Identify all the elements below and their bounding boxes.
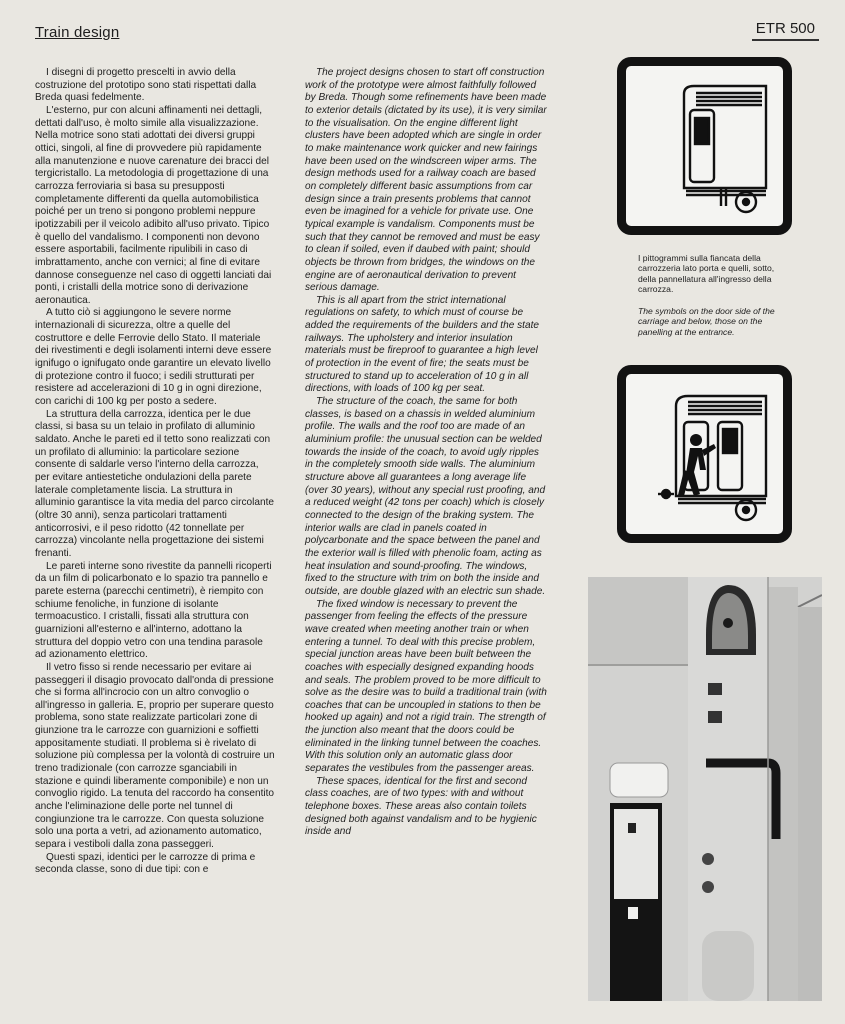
english-column bbox=[305, 67, 547, 839]
paragraph: The fixed window is necessary to prevent the passenger from feeling the effects of the pressure wave created when meeting another train or when entering a tunnel. To deal with this precise problem, special junction areas have been built between the coaches with especially designed expanding hoods and seals. The problem proved to be more difficult to solve as the desire was to build a traditional train (with coaches that can be uncoupled in stations to then be hooked up again) and not a rigid train. The strength of the junction also meant that the doors could be eliminated in the linking tunnel between the coaches. With this solution only an automatic glass door separates the vestibules from the passenger areas. bbox=[305, 598, 547, 775]
italian-column bbox=[35, 67, 275, 877]
train-carriage-door-icon bbox=[617, 57, 792, 235]
paragraph: These spaces, identical for the first and second class coaches, are of two types: with and without telephone boxes. These areas also contain toilets designed both against vandalism and to be hygienic inside and bbox=[305, 775, 537, 838]
passenger-boarding-icon bbox=[617, 365, 792, 543]
paragraph: La struttura della carrozza, identica per le due classi, si basa su un telaio in profilato di alluminio saldato. Anche le pareti ed il tetto sono realizzati con un profilato di alluminio: la particolare sezione consente di saldarle verso l'interno della carrozza, per evitare antiestetiche ondulazioni della parete laterale completamente liscia. La struttura in alluminio garantisce la vita media del parco circolante (oltre 30 anni), senza particolari trattamenti anticorrosivi, e il peso ridotto (42 tonnellate per carrozza) vincolante nella progettazione dei sistemi frenanti. bbox=[35, 408, 275, 559]
paragraph: Il vetro fisso si rende necessario per evitare ai passeggeri il disagio provocato dall'onda di pressione che si forma all'incrocio con un altro convoglio o all'ingresso in galleria. E, proprio per superare questo problema, sono state realizzate particolari zone di giunzione tra le carrozze con guarnizioni e soffietti appositamente studiati. Il problema si è rivelato di soluzione più complessa per la volontà di costruire un treno tradizionale (con carrozze sganciabili in stazione e quindi liberamente componibile) e non un convoglio rigido. La tenuta del raccordo ha consentito anche l'eliminazione delle porte nel tunnel di congiunzione tra le carrozze. Con questa soluzione solo una porta a vetri, ad azionamento automatico, separa i vestiboli dalla zona passeggeri. bbox=[35, 661, 275, 851]
page-code: ETR 500 bbox=[752, 18, 819, 41]
entrance-panel-photo bbox=[588, 577, 822, 1001]
paragraph: A tutto ciò si aggiungono le severe norme internazionali di sicurezza, oltre a quelle del costruttore e delle Ferrovie dello Stato. Il materiale dei rivestimenti e degli isolamenti interni deve essere ignifugo o ignifugato onde garantire un elevato livello di protezione contro il fuoco; i sedili strutturati per resistere ad accelerazioni di 10 g in ogni direzione, con carichi di 100 kg per posto a sedere. bbox=[35, 307, 272, 408]
paragraph: I disegni di progetto prescelti in avvio della costruzione del prototipo sono stati rispettati dalla Breda quasi fedelmente. bbox=[35, 67, 257, 104]
paragraph: Le pareti interne sono rivestite da pannelli ricoperti da un film di policarbonato e lo spazio tra pannello e parete esterna (parecchi centimetri), è riempito con schiume fenoliche, in funzione di isolante termoacustico. I cristalli, fissati alla struttura con guarnizioni all'esterno e all'interno, adottano la struttura del doppio vetro con una tendina parasole ad azionamento elettrico. bbox=[35, 560, 272, 661]
paragraph: Questi spazi, identici per le carrozze di prima e seconda classe, sono di due tipi: con e bbox=[35, 851, 256, 876]
caption-english: The symbols on the door side of the carriage and below, those on the panelling at the entrance. bbox=[638, 306, 775, 337]
caption-italian: I pittogrammi sulla fiancata della carrozzeria lato porta e quelli, sotto, della pannellatura all'ingresso della carrozza. bbox=[638, 253, 775, 295]
paragraph: The project designs chosen to start off construction work of the prototype were almost faithfully followed by Breda. Though some refinements have been made to exterior details (dictated by its use), it is very similar to the visualisation. On the engine different light clusters have been adopted which are single in order to make maintenance work quicker and new fairings have been used on the windscreen wiper arms. The design methods used for a railway coach are based on completely different basic assumptions from car design since a train presents problems that cannot even be imagined for a vehicle for private use. One typical example is vandalism. Components must be such that they cannot be removed and must be easy to clean if soiled, even if daubed with paint; should objects be thrown from bridges, the windows on the engine are of aeronautical derivation to prevent serious damage. bbox=[305, 67, 547, 294]
paragraph: L'esterno, pur con alcuni affinamenti nei dettagli, dettati dall'uso, è molto simile alla visualizzazione. Nella motrice sono stati adottati dei diversi gruppi ottici, singoli, al fine di provvedere più rapidamente alla manutenzione e nuove carenature dei bracci del tergicristallo. La metodologia di progettazione di una carrozza ferroviaria si basa su presupposti completamente differenti da quella automobilistica poiché per un treno si pongono problemi neppure ipotizzabili per il veicolo adibito all'uso privato. Tipico è quello del vandalismo. I componenti non devono essere asportabili, facilmente ripulibili in caso di imbrattamento, anche con vernici; al fine di evitare dannose conseguenze nel caso di oggetti lanciati dai ponti, i cristalli della motrice sono di derivazione aeronautica. bbox=[35, 104, 272, 306]
paragraph: The structure of the coach, the same for both classes, is based on a chassis in welded aluminium profile. The walls and the roof too are made of an aluminium profile: the unusual section can be welded towards the inside of the coach, to avoid ugly ripples in the completely smooth side walls. The aluminium structure above all guarantees a long average life (over 30 years), without any special rust proofing, and a reduced weight (42 tons per coach) which is closely connected to the design of the braking system. The interior walls are clad in panels coated in polycarbonate and the space between the panel and the exterior wall is filled with phenolic foam, acting as heat insulation and sound-proofing. The windows, fixed to the structure with trim on both the inside and outside, are double glazed with an electric sun shade. bbox=[305, 396, 546, 597]
paragraph: This is all apart from the strict international regulations on safety, to which must of course be added the requirements of the builders and the state railways. The upholstery and interior insulation materials must be fireproof to guarantee a high level of protection in the event of fire; the seats must be structured to stand up to acceleration of 10 g in all directions, with loads of 100 kg per seat. bbox=[305, 294, 539, 395]
section-title: Train design bbox=[35, 24, 120, 41]
